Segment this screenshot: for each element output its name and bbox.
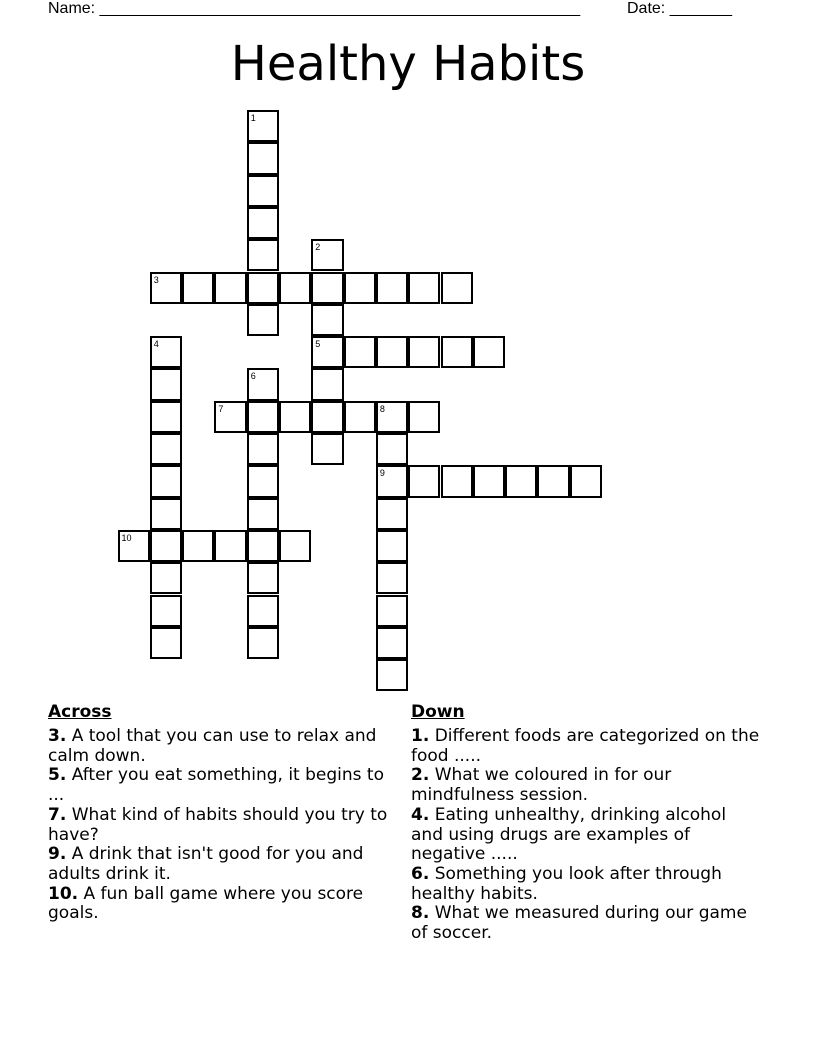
cell-number: 3 (153, 274, 159, 285)
grid-cell[interactable] (505, 465, 537, 497)
grid-cell[interactable] (247, 239, 279, 271)
grid-cell[interactable] (473, 336, 505, 368)
grid-cell[interactable] (279, 272, 311, 304)
down-clue (411, 727, 761, 766)
grid-cell[interactable] (570, 465, 602, 497)
clue-text: Something you look after through healthy habits. (411, 863, 722, 904)
grid-cell[interactable] (376, 659, 408, 691)
clue-text: Eating unhealthy, drinking alcohol and using drugs are examples of negative ..... (411, 804, 727, 865)
grid-cell[interactable] (376, 498, 408, 530)
grid-cell[interactable] (473, 465, 505, 497)
grid-cell[interactable] (150, 401, 182, 433)
across-clue (48, 845, 388, 884)
down-heading: Down (411, 702, 465, 722)
across-clue (48, 766, 388, 805)
clue-number: 10. (48, 883, 79, 904)
clue-number: 9. (48, 844, 67, 865)
grid-cell[interactable] (247, 175, 279, 207)
down-clues (411, 702, 761, 944)
grid-cell[interactable] (247, 465, 279, 497)
clue-text: A drink that isn't good for you and adults drink it. (48, 844, 364, 884)
clue-text: A fun ball game where you score goals. (48, 883, 364, 924)
grid-cell[interactable] (311, 272, 343, 304)
clue-text: A tool that you can use to relax and calm down. (48, 726, 377, 766)
down-clue (411, 806, 761, 865)
grid-cell[interactable] (247, 498, 279, 530)
down-clue (411, 766, 761, 805)
grid-cell[interactable] (150, 465, 182, 497)
grid-cell[interactable] (441, 272, 473, 304)
grid-cell[interactable] (118, 530, 150, 562)
grid-cell[interactable] (214, 401, 246, 433)
page-title: Healthy Habits (230, 36, 586, 92)
cell-number: 10 (121, 532, 132, 543)
name-field[interactable]: Name: ______________________________________________________ (48, 0, 581, 17)
clue-text: What kind of habits should you try to have? (48, 804, 388, 845)
grid-cell[interactable] (311, 368, 343, 400)
grid-cell[interactable] (279, 530, 311, 562)
grid-cell[interactable] (247, 562, 279, 594)
grid-cell[interactable] (182, 272, 214, 304)
grid-cell[interactable] (376, 530, 408, 562)
grid-cell[interactable] (311, 336, 343, 368)
grid-cell[interactable] (311, 239, 343, 271)
grid-cell[interactable] (344, 272, 376, 304)
cell-number: 7 (218, 403, 224, 414)
grid-cell[interactable] (247, 595, 279, 627)
cell-number: 5 (315, 339, 321, 350)
grid-cell[interactable] (150, 627, 182, 659)
grid-cell[interactable] (408, 401, 440, 433)
down-clue (411, 865, 761, 904)
grid-cell[interactable] (376, 336, 408, 368)
grid-cell[interactable] (344, 401, 376, 433)
cell-number: 6 (250, 371, 256, 382)
clue-number: 2. (411, 765, 430, 786)
grid-cell[interactable] (247, 272, 279, 304)
grid-cell[interactable] (408, 336, 440, 368)
clue-number: 3. (48, 726, 67, 746)
grid-cell[interactable] (150, 530, 182, 562)
across-clue (48, 806, 388, 845)
grid-cell[interactable] (150, 595, 182, 627)
cell-number: 8 (379, 403, 385, 414)
grid-cell[interactable] (376, 272, 408, 304)
grid-cell[interactable] (150, 368, 182, 400)
grid-cell[interactable] (376, 595, 408, 627)
grid-cell[interactable] (247, 304, 279, 336)
grid-cell[interactable] (376, 627, 408, 659)
down-clue (411, 904, 761, 943)
clue-number: 5. (48, 765, 67, 786)
clue-text: After you eat something, it begins to ... (48, 765, 384, 806)
grid-cell[interactable] (150, 433, 182, 465)
cell-number: 9 (379, 468, 385, 479)
cell-number: 4 (153, 339, 159, 350)
across-clue (48, 885, 388, 924)
cell-number: 1 (250, 113, 256, 123)
date-field[interactable]: Date: _______ (627, 0, 732, 17)
grid-cell[interactable] (150, 272, 182, 304)
cell-number: 2 (315, 242, 321, 253)
clue-text: What we measured during our game of soccer. (411, 903, 747, 944)
grid-cell[interactable] (247, 142, 279, 174)
grid-cell[interactable] (247, 207, 279, 239)
grid-cell[interactable] (247, 627, 279, 659)
clue-number: 4. (411, 804, 430, 825)
clue-number: 8. (411, 903, 430, 924)
grid-cell[interactable] (376, 401, 408, 433)
clue-number: 7. (48, 804, 67, 825)
grid-cell[interactable] (537, 465, 569, 497)
grid-cell[interactable] (408, 465, 440, 497)
across-clue (48, 727, 388, 766)
grid-cell[interactable] (376, 433, 408, 465)
grid-cell[interactable] (247, 368, 279, 400)
grid-cell[interactable] (150, 336, 182, 368)
grid-cell[interactable] (214, 272, 246, 304)
grid-cell[interactable] (441, 465, 473, 497)
grid-cell[interactable] (408, 272, 440, 304)
grid-cell[interactable] (247, 433, 279, 465)
grid-cell[interactable] (247, 530, 279, 562)
clue-number: 1. (411, 726, 430, 746)
grid-cell[interactable] (344, 336, 376, 368)
grid-cell[interactable] (247, 110, 279, 142)
grid-cell[interactable] (311, 401, 343, 433)
grid-cell[interactable] (311, 304, 343, 336)
clue-text: What we coloured in for our mindfulness session. (411, 765, 672, 806)
clue-text: Different foods are categorized on the food ..... (411, 726, 760, 766)
grid-cell[interactable] (441, 336, 473, 368)
grid-cell[interactable] (214, 530, 246, 562)
clue-number: 6. (411, 863, 430, 884)
grid-cell[interactable] (311, 433, 343, 465)
grid-cell[interactable] (376, 465, 408, 497)
across-clues (48, 702, 388, 924)
grid-cell[interactable] (247, 401, 279, 433)
across-heading: Across (48, 702, 112, 722)
grid-cell[interactable] (150, 498, 182, 530)
grid-cell[interactable] (376, 562, 408, 594)
grid-cell[interactable] (150, 562, 182, 594)
grid-cell[interactable] (182, 530, 214, 562)
grid-cell[interactable] (279, 401, 311, 433)
